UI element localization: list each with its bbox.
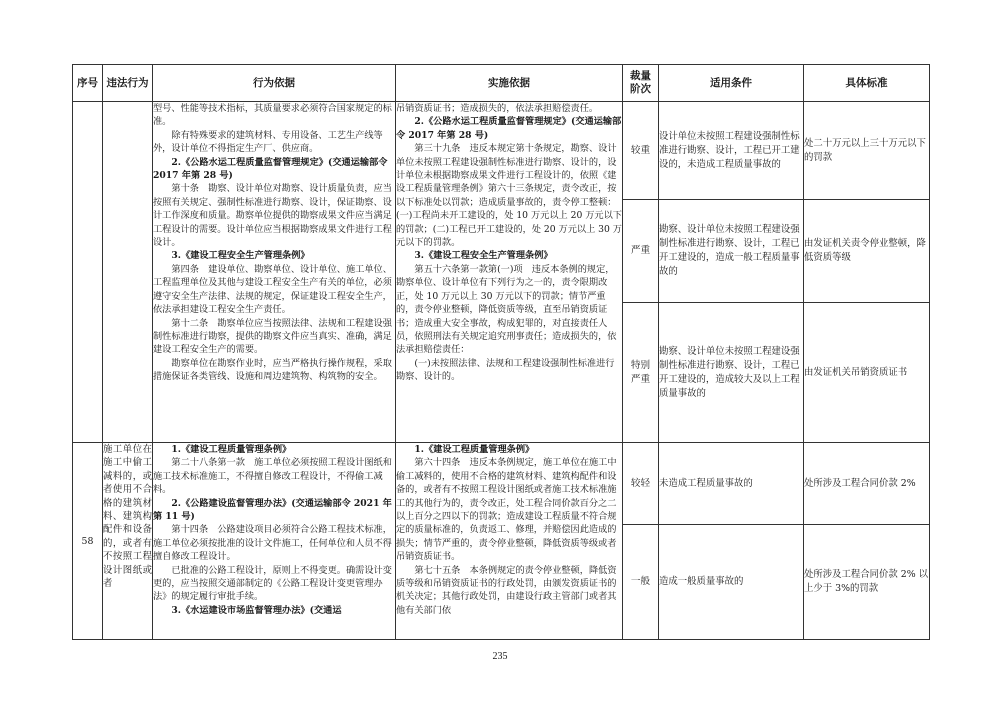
level-cell: 严重 (623, 200, 659, 303)
paragraph: 1.《建设工程质量管理条例》 (414, 444, 535, 455)
level-cell: 较重 (623, 102, 659, 200)
standard-cell: 处所涉及工程合同价款 2% (804, 443, 930, 525)
paragraph: 第十二条 勘察单位应当按照法律、法规和工程建设强制性标准进行勘察，提供的勘察文件应当真实、准确，满足建设工程安全生产的需要。 (153, 317, 392, 356)
cont-basis-cell (153, 102, 396, 443)
header-seq: 序号 (73, 65, 103, 102)
paragraph: 第七十五条 本条例规定的责令停业整顿，降低资质等级和吊销资质证书的行政处罚，由颁发资质证书的机关决定；其他行政处罚，由建设行政主管部门或者其他有关部门依 (396, 564, 617, 616)
paragraph: 勘察单位在勘察作业时，应当严格执行操作规程，采取措施保证各类管线、设施和周边建筑物、构筑物的安全。 (153, 357, 392, 383)
paragraph: 第十四条 公路建设项目必须符合公路工程技术标准，施工单位必须按批准的设计文件施工，任何单位和人员不得擅自修改工程设计。 (153, 524, 392, 563)
paragraph: 2.《公路水运工程质量监督管理规定》(交通运输部令 2017 年第 28 号) (396, 116, 622, 141)
page-number: 235 (492, 651, 508, 662)
paragraph: 第十条 勘察、设计单位对勘察、设计质量负责，应当按照有关规定、强制性标准进行勘察、设计，保证勘察、设计工作深度和质量。勘察单位提供的勘察成果文件应当满足工程设计的需要。设计单位应当根据勘察成果文件进行工程设计。 (153, 183, 392, 249)
item58-impl-cell (396, 443, 623, 640)
condition-cell: 造成一般质量事故的 (659, 525, 804, 640)
cont-seq-cell (73, 102, 103, 443)
paragraph: 第五十六条第一款第(一)项 违反本条例的规定，勘察单位、设计单位有下列行为之一的，责令限期改正，处 10 万元以上 30 万元以下的罚款；情节严重的，责令停业整顿，降低资质等级，直至吊销资质证书；造成重大安全事故，构成犯罪的，对直接责任人员，依照刑法有关规定追究刑事责任；造成损失的，依法承担赔偿责任： (396, 263, 617, 356)
condition-cell: 勘察、设计单位未按照工程建设强制性标准进行勘察、设计，工程已开工建设的，造成一般工程质量事故的 (659, 200, 804, 303)
paragraph: 2.《公路建设监督管理办法》(交通运输部令 2021 年第 11 号) (153, 497, 392, 523)
condition-cell: 勘察、设计单位未按照工程建设强制性标准进行勘察、设计，工程已开工建设的，造成较大及以上工程质量事故的 (659, 303, 804, 443)
impl-text (396, 102, 622, 384)
standard-cell: 由发证机关吊销资质证书 (804, 303, 930, 443)
cont-behavior-cell (103, 102, 153, 443)
paragraph: 型号、性能等技术指标，其质量要求必须符合国家规定的标准。 (153, 103, 392, 128)
header-behavior: 违法行为 (103, 65, 153, 102)
item58-basis-cell (153, 443, 396, 640)
standard-cell: 处所涉及工程合同价款 2% 以上少于 3%的罚款 (804, 525, 930, 640)
table-row (73, 443, 930, 525)
level-cell: 一般 (623, 525, 659, 640)
condition-cell: 设计单位未按照工程建设强制性标准进行勘察、设计，工程已开工建设的，未造成工程质量事故的 (659, 102, 804, 200)
paragraph: 除有特殊要求的建筑材料、专用设备、工艺生产线等外，设计单位不得指定生产厂、供应商。 (153, 129, 383, 155)
condition-cell: 未造成工程质量事故的 (659, 443, 804, 525)
paragraph: 3.《水运建设市场监督管理办法》(交通运 (171, 604, 342, 616)
paragraph: 第三十九条 违反本规定第十条规定，勘察、设计单位未按照工程建设强制性标准进行勘察、设计的，设计单位未根据勘察成果文件进行工程设计的，依照《建设工程质量管理条例》第六十三条规定，责令改正，按以下标准处以罚款；造成质量事故的，责令停工整顿：(一)工程尚未开工建设的，处 10 万元以上 20 万元以下的罚款；(二)工程已开工建设的，处 20 万元以上 30 万元以下的罚款。 (396, 143, 622, 249)
header-impl: 实施依据 (396, 65, 623, 102)
paragraph: 已批准的公路工程设计，原则上不得变更。确需设计变更的，应当按照交通部制定的《公路工程设计变更管理办法》的规定履行审批手续。 (153, 564, 392, 603)
header-basis: 行为依据 (153, 65, 396, 102)
cont-impl-cell (396, 102, 623, 443)
paragraph: 3.《建设工程安全生产管理条例》 (414, 250, 553, 262)
level-cell: 较轻 (623, 443, 659, 525)
basis-text (153, 443, 395, 617)
impl-text (396, 443, 622, 617)
table-row (73, 102, 930, 200)
header-condition: 适用条件 (659, 65, 804, 102)
basis-text (153, 102, 395, 384)
header-row (73, 65, 930, 102)
level-label: 特别严重 (630, 359, 651, 385)
paragraph: 第二十八条第一款 施工单位必须按照工程设计图纸和施工技术标准施工，不得擅自修改工程设计，不得偷工减料。 (153, 457, 392, 496)
penalty-table (72, 64, 930, 640)
seq-cell: 58 (73, 443, 103, 640)
paragraph: 2.《公路水运工程质量监督管理规定》(交通运输部令 2017 年第 28 号) (153, 156, 388, 182)
paragraph: 3.《建设工程安全生产管理条例》 (171, 250, 310, 262)
paragraph: 吊销资质证书；造成损失的，依法承担赔偿责任。 (396, 103, 599, 114)
paragraph: 1.《建设工程质量管理条例》 (171, 444, 292, 455)
standard-cell: 处二十万元以上三十万元以下的罚款 (804, 102, 930, 200)
paragraph: 第四条 建设单位、勘察单位、设计单位、施工单位、工程监理单位及其他与建设工程安全生产有关的单位，必须遵守安全生产法律、法规的规定，保证建设工程安全生产，依法承担建设工程安全生产责任。 (153, 263, 392, 316)
header-level: 裁量阶次 (623, 65, 659, 102)
header-standard: 具体标准 (804, 65, 930, 102)
behavior-cell: 施工单位在施工中偷工减料的，或者使用不合格的建筑材料、建筑构配件和设备的，或者有不按照工程设计图纸或者 (103, 443, 153, 640)
paragraph: 第六十四条 违反本条例规定，施工单位在施工中偷工减料的，使用不合格的建筑材料、建筑构配件和设备的，或者有不按照工程设计图纸或者施工技术标准施工的其他行为的，责令改正，处工程合同价款百分之二以上百分之四以下的罚款；造成建设工程质量不符合规定的质量标准的，负责返工、修理，并赔偿因此造成的损失；情节严重的，责令停业整顿，降低资质等级或者吊销资质证书。 (396, 457, 617, 563)
paragraph: (一)未按照法律、法规和工程建设强制性标准进行勘察、设计的。 (396, 357, 615, 383)
level-cell (623, 303, 659, 443)
standard-cell: 由发证机关责令停业整顿，降低资质等级 (804, 200, 930, 303)
